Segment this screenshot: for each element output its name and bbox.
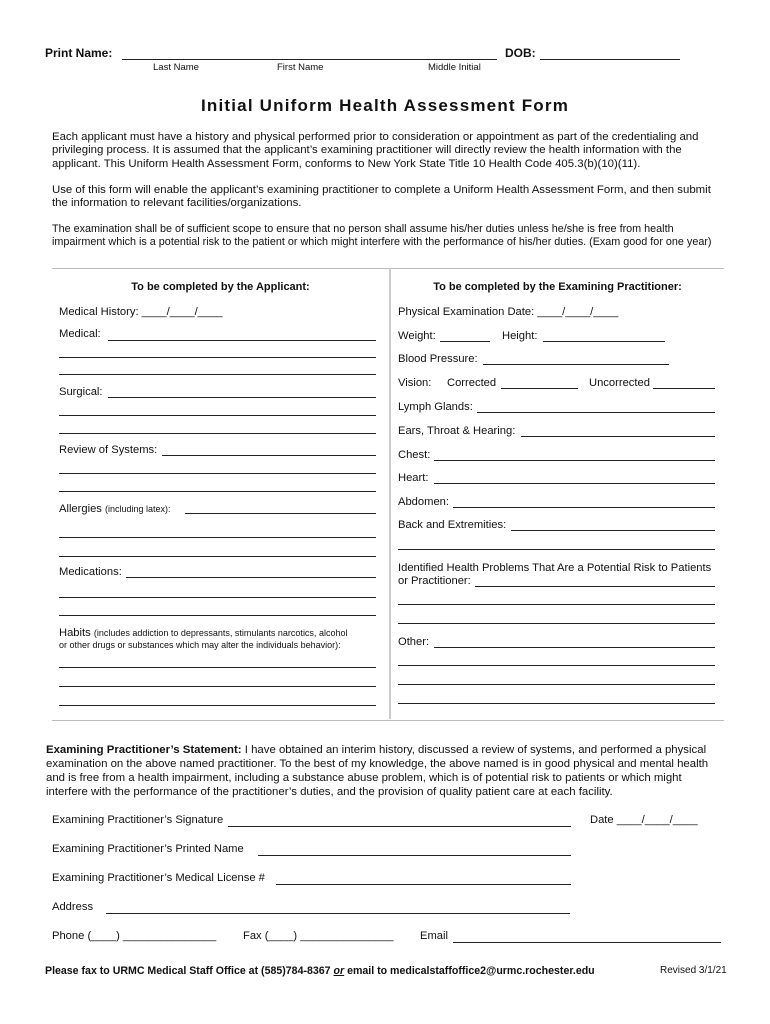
medical-field[interactable]: [108, 340, 376, 341]
other-field-line[interactable]: [398, 665, 715, 666]
vision-uncorrected-field[interactable]: [653, 388, 715, 389]
practitioner-heading: To be completed by the Examining Practitioner:: [433, 281, 682, 293]
vision-corrected-field[interactable]: [501, 388, 578, 389]
other-label: Other:: [398, 636, 430, 648]
allergies-field[interactable]: [185, 513, 376, 514]
habits-field-line[interactable]: [59, 667, 376, 668]
identified-problems-field-line[interactable]: [398, 623, 715, 624]
intro-paragraph-2: Use of this form will enable the applicant’s examining practitioner to complete a Uniform Health Assessment Form, and then submit the information to relevant facilities/organizations.: [52, 184, 711, 210]
medical-field-line[interactable]: [59, 374, 376, 375]
review-of-systems-field-line[interactable]: [59, 491, 376, 492]
allergies-field-line[interactable]: [59, 537, 376, 538]
phone-field[interactable]: Phone (____) _______________: [52, 930, 217, 942]
review-of-systems-label: Review of Systems:: [59, 444, 158, 456]
medical-field-line[interactable]: [59, 357, 376, 358]
habits-note-2: or other drugs or substances which may alter the individuals behavior):: [59, 640, 341, 650]
footer-fax-text: Please fax to URMC Medical Staff Office at (585)784-8367: [45, 965, 331, 977]
review-of-systems-field[interactable]: [162, 455, 376, 456]
statement-label: Examining Practitioner’s Statement:: [46, 744, 242, 756]
fax-field[interactable]: Fax (____) _______________: [243, 930, 394, 942]
medications-field[interactable]: [126, 577, 376, 578]
footer-or: or: [333, 965, 345, 977]
printed-name-field[interactable]: [258, 855, 571, 856]
habits-label: Habits: [59, 627, 91, 639]
print-name-field[interactable]: [122, 59, 497, 60]
other-field-line[interactable]: [398, 684, 715, 685]
column-divider: [389, 268, 391, 719]
surgical-field[interactable]: [108, 397, 376, 398]
medications-field-line[interactable]: [59, 597, 376, 598]
print-name-label: Print Name:: [45, 46, 113, 60]
weight-field[interactable]: [440, 341, 490, 342]
email-field[interactable]: [453, 942, 721, 943]
vision-label: Vision:: [398, 377, 432, 389]
back-extremities-label: Back and Extremities:: [398, 519, 507, 531]
chest-label: Chest:: [398, 449, 431, 461]
middle-initial-caption: Middle Initial: [428, 62, 481, 73]
lymph-glands-label: Lymph Glands:: [398, 401, 473, 413]
heart-field[interactable]: [434, 483, 715, 484]
medical-label: Medical:: [59, 328, 101, 340]
printed-name-label: Examining Practitioner’s Printed Name: [52, 843, 244, 855]
abdomen-field[interactable]: [453, 507, 715, 508]
address-label: Address: [52, 901, 94, 913]
statement-text: I have obtained an interim history, discussed a review of systems, and performed a physical examination on the above named practitioner. To the best of my knowledge, the above named is in good physical and mental health and is free from a health impairment, including a substance abuse problem, which is of potential risk to patients or which might interfere with the performance of the practitioner’s duties, and the provision of quality patient care at each facility.: [46, 744, 709, 798]
blood-pressure-label: Blood Pressure:: [398, 353, 478, 365]
ears-throat-hearing-label: Ears, Throat & Hearing:: [398, 425, 516, 437]
surgical-field-line[interactable]: [59, 433, 376, 434]
intro-paragraph-3: The examination shall be of sufficient scope to ensure that no person shall assume his/her duties unless he/she is free from health impairment which is a potential risk to the patient or which might interfere with the performance of his/her duties. (Exam good for one year): [52, 223, 712, 249]
footer-instructions: [45, 965, 595, 977]
exam-date-label: Physical Examination Date: ____/____/____: [398, 306, 619, 318]
allergies-field-line[interactable]: [59, 556, 376, 557]
assessment-box: [52, 268, 724, 721]
surgical-label: Surgical:: [59, 386, 103, 398]
corrected-label: Corrected: [447, 377, 497, 389]
address-field[interactable]: [106, 913, 570, 914]
habits-field-line[interactable]: [59, 705, 376, 706]
heart-label: Heart:: [398, 472, 429, 484]
first-name-caption: First Name: [277, 62, 324, 73]
identified-problems-label-2: or Practitioner:: [398, 575, 471, 587]
ears-throat-hearing-field[interactable]: [521, 436, 715, 437]
identified-problems-field[interactable]: [475, 586, 715, 587]
review-of-systems-field-line[interactable]: [59, 473, 376, 474]
back-extremities-field-line[interactable]: [398, 549, 715, 550]
date-field[interactable]: Date ____/____/____: [590, 814, 698, 826]
habits-field-line[interactable]: [59, 686, 376, 687]
dob-label: DOB:: [505, 46, 536, 60]
intro-paragraph-1: Each applicant must have a history and physical performed prior to consideration or appointment as part of the credentialing and privileging process. It is assumed that the applicant’s examining practitioner will directly review the health information with the applicant. This Uniform Health Assessment Form, conforms to New York State Title 10 Health Code 405.3(b)(10)(11).: [52, 131, 699, 170]
dob-field[interactable]: [540, 59, 680, 60]
signature-label: Examining Practitioner’s Signature: [52, 814, 224, 826]
email-label: Email: [420, 930, 448, 942]
applicant-heading: To be completed by the Applicant:: [131, 281, 310, 293]
height-field[interactable]: [543, 341, 665, 342]
identified-problems-label: Identified Health Problems That Are a Potential Risk to Patients: [398, 562, 712, 574]
height-label: Height:: [502, 330, 538, 342]
habits-note-1: (includes addiction to depressants, stimulants narcotics, alcohol: [93, 628, 348, 638]
practitioner-statement: [46, 743, 718, 799]
form-title: Initial Uniform Health Assessment Form: [200, 96, 570, 115]
allergies-note: (including latex):: [105, 504, 171, 514]
license-field[interactable]: [276, 884, 571, 885]
lymph-glands-field[interactable]: [477, 412, 715, 413]
blood-pressure-field[interactable]: [483, 364, 669, 365]
other-field-line[interactable]: [398, 703, 715, 704]
license-label: Examining Practitioner’s Medical License #: [52, 872, 265, 884]
chest-field[interactable]: [434, 460, 715, 461]
abdomen-label: Abdomen:: [398, 496, 449, 508]
medications-field-line[interactable]: [59, 615, 376, 616]
revised-date: Revised 3/1/21: [660, 965, 727, 976]
last-name-caption: Last Name: [153, 62, 199, 73]
allergies-label: Allergies: [59, 503, 102, 515]
medical-history-label: Medical History: ____/____/____: [59, 306, 223, 318]
weight-label: Weight:: [398, 330, 436, 342]
identified-problems-field-line[interactable]: [398, 604, 715, 605]
uncorrected-label: Uncorrected: [589, 377, 650, 389]
other-field[interactable]: [434, 647, 715, 648]
surgical-field-line[interactable]: [59, 415, 376, 416]
footer-email-text: email to medicalstaffoffice2@urmc.rochester.edu: [347, 965, 595, 977]
medications-label: Medications:: [59, 566, 122, 578]
signature-field[interactable]: [228, 826, 571, 827]
back-extremities-field[interactable]: [511, 530, 715, 531]
